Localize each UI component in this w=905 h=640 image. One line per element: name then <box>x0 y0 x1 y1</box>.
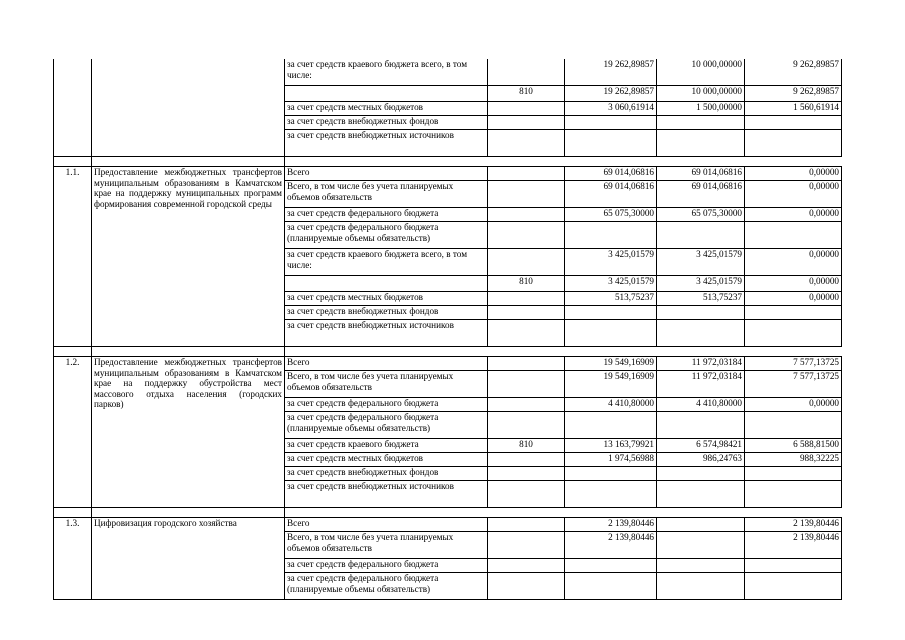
section-number-cell: 1.1. <box>54 167 92 347</box>
spacer-cell <box>92 157 285 167</box>
total-amount-cell: 19 262,89857 <box>565 59 657 86</box>
spacer-cell <box>488 347 565 357</box>
funding-source-cell: за счет средств федерального бюджета (планируемые объемы обязательств) <box>285 573 488 600</box>
funding-source-cell: за счет средств местных бюджетов <box>285 292 488 306</box>
year1-amount-cell <box>657 559 745 573</box>
spacer-cell <box>54 157 92 167</box>
total-amount-cell: 3 060,61914 <box>565 102 657 116</box>
total-amount-cell <box>565 130 657 157</box>
budget-table-body <box>54 59 842 600</box>
year1-amount-cell: 513,75237 <box>657 292 745 306</box>
spacer-cell <box>565 347 657 357</box>
budget-code-cell <box>488 453 565 467</box>
year1-amount-cell <box>657 320 745 347</box>
year2-amount-cell <box>745 222 842 249</box>
year1-amount-cell: 6 574,98421 <box>657 439 745 453</box>
section-name-cell: Предоставление межбюджетных трансфертов муниципальным образованиям в Камчатском крае на поддержку обустройства мест массового отдыха населения (городских парков) <box>92 357 285 508</box>
funding-source-cell: за счет средств внебюджетных фондов <box>285 116 488 130</box>
total-amount-cell <box>565 116 657 130</box>
total-amount-cell <box>565 573 657 600</box>
funding-source-cell: за счет средств федерального бюджета (планируемые объемы обязательств) <box>285 222 488 249</box>
year2-amount-cell <box>745 467 842 481</box>
spacer-cell <box>54 347 92 357</box>
year1-amount-cell: 986,24763 <box>657 453 745 467</box>
year2-amount-cell: 0,00000 <box>745 292 842 306</box>
spacer-cell <box>657 347 745 357</box>
budget-code-cell <box>488 412 565 439</box>
spacer-cell <box>285 157 488 167</box>
spacer-cell <box>285 508 488 518</box>
spacer-cell <box>565 157 657 167</box>
year1-amount-cell: 10 000,00000 <box>657 86 745 102</box>
year2-amount-cell <box>745 306 842 320</box>
budget-code-cell <box>488 102 565 116</box>
year1-amount-cell: 3 425,01579 <box>657 276 745 292</box>
section-spacer-row <box>54 347 842 357</box>
funding-source-cell: за счет средств федерального бюджета (планируемые объемы обязательств) <box>285 412 488 439</box>
budget-code-cell <box>488 398 565 412</box>
year1-amount-cell: 69 014,06816 <box>657 167 745 181</box>
total-amount-cell: 3 425,01579 <box>565 249 657 276</box>
year2-amount-cell <box>745 412 842 439</box>
total-amount-cell: 1 974,56988 <box>565 453 657 467</box>
year1-amount-cell <box>657 412 745 439</box>
spacer-cell <box>488 157 565 167</box>
year2-amount-cell: 0,00000 <box>745 167 842 181</box>
spacer-cell <box>745 508 842 518</box>
table-row <box>54 357 842 371</box>
year2-amount-cell: 6 588,81500 <box>745 439 842 453</box>
year2-amount-cell: 0,00000 <box>745 249 842 276</box>
year1-amount-cell <box>657 532 745 559</box>
funding-source-cell: за счет средств внебюджетных фондов <box>285 306 488 320</box>
section-number-cell <box>54 59 92 157</box>
year2-amount-cell <box>745 573 842 600</box>
table-row <box>54 518 842 532</box>
total-amount-cell: 69 014,06816 <box>565 181 657 208</box>
year1-amount-cell <box>657 130 745 157</box>
section-name-cell: Цифровизация городского хозяйства <box>92 518 285 600</box>
year1-amount-cell <box>657 306 745 320</box>
funding-source-cell: Всего, в том числе без учета планируемых объемов обязательств <box>285 532 488 559</box>
funding-source-cell: Всего, в том числе без учета планируемых объемов обязательств <box>285 181 488 208</box>
funding-source-cell <box>285 86 488 102</box>
budget-code-cell <box>488 208 565 222</box>
funding-source-cell: за счет средств федерального бюджета <box>285 559 488 573</box>
funding-source-cell: Всего, в том числе без учета планируемых объемов обязательств <box>285 371 488 398</box>
funding-source-cell <box>285 276 488 292</box>
spacer-cell <box>92 347 285 357</box>
year2-amount-cell: 0,00000 <box>745 181 842 208</box>
budget-code-cell <box>488 59 565 86</box>
year1-amount-cell: 69 014,06816 <box>657 181 745 208</box>
year1-amount-cell: 65 075,30000 <box>657 208 745 222</box>
year1-amount-cell <box>657 467 745 481</box>
budget-code-cell <box>488 222 565 249</box>
section-number-cell: 1.2. <box>54 357 92 508</box>
budget-code-cell <box>488 532 565 559</box>
section-spacer-row <box>54 157 842 167</box>
spacer-cell <box>488 508 565 518</box>
budget-code-cell: 810 <box>488 86 565 102</box>
year2-amount-cell: 988,32225 <box>745 453 842 467</box>
total-amount-cell: 4 410,80000 <box>565 398 657 412</box>
year2-amount-cell: 9 262,89857 <box>745 59 842 86</box>
year1-amount-cell: 1 500,00000 <box>657 102 745 116</box>
funding-source-cell: Всего <box>285 518 488 532</box>
budget-code-cell <box>488 167 565 181</box>
budget-code-cell <box>488 559 565 573</box>
budget-code-cell: 810 <box>488 276 565 292</box>
year2-amount-cell <box>745 320 842 347</box>
year2-amount-cell: 7 577,13725 <box>745 357 842 371</box>
budget-table-sheet <box>53 59 841 600</box>
budget-code-cell <box>488 518 565 532</box>
year2-amount-cell: 9 262,89857 <box>745 86 842 102</box>
spacer-cell <box>92 508 285 518</box>
year1-amount-cell <box>657 518 745 532</box>
total-amount-cell <box>565 320 657 347</box>
year1-amount-cell <box>657 573 745 600</box>
spacer-cell <box>657 508 745 518</box>
year2-amount-cell <box>745 130 842 157</box>
budget-code-cell <box>488 292 565 306</box>
spacer-cell <box>745 157 842 167</box>
budget-code-cell <box>488 467 565 481</box>
year2-amount-cell <box>745 481 842 508</box>
total-amount-cell <box>565 306 657 320</box>
budget-code-cell <box>488 357 565 371</box>
funding-source-cell: Всего <box>285 167 488 181</box>
budget-code-cell <box>488 306 565 320</box>
total-amount-cell: 13 163,79921 <box>565 439 657 453</box>
year2-amount-cell: 0,00000 <box>745 398 842 412</box>
budget-code-cell <box>488 573 565 600</box>
funding-source-cell: за счет средств внебюджетных источников <box>285 130 488 157</box>
spacer-cell <box>54 508 92 518</box>
budget-table <box>53 59 842 600</box>
budget-code-cell <box>488 249 565 276</box>
total-amount-cell: 19 262,89857 <box>565 86 657 102</box>
year1-amount-cell: 11 972,03184 <box>657 371 745 398</box>
total-amount-cell: 2 139,80446 <box>565 532 657 559</box>
budget-code-cell <box>488 181 565 208</box>
funding-source-cell: за счет средств внебюджетных источников <box>285 481 488 508</box>
year2-amount-cell: 1 560,61914 <box>745 102 842 116</box>
year2-amount-cell: 2 139,80446 <box>745 518 842 532</box>
total-amount-cell: 69 014,06816 <box>565 167 657 181</box>
budget-code-cell <box>488 320 565 347</box>
total-amount-cell: 19 549,16909 <box>565 357 657 371</box>
total-amount-cell <box>565 412 657 439</box>
funding-source-cell: Всего <box>285 357 488 371</box>
spacer-cell <box>285 347 488 357</box>
section-spacer-row <box>54 508 842 518</box>
year2-amount-cell: 0,00000 <box>745 208 842 222</box>
total-amount-cell: 2 139,80446 <box>565 518 657 532</box>
year2-amount-cell: 7 577,13725 <box>745 371 842 398</box>
total-amount-cell <box>565 222 657 249</box>
funding-source-cell: за счет средств местных бюджетов <box>285 102 488 116</box>
spacer-cell <box>657 157 745 167</box>
year2-amount-cell <box>745 559 842 573</box>
funding-source-cell: за счет средств краевого бюджета <box>285 439 488 453</box>
year1-amount-cell <box>657 116 745 130</box>
table-row <box>54 59 842 86</box>
spacer-cell <box>565 508 657 518</box>
year1-amount-cell: 10 000,00000 <box>657 59 745 86</box>
spacer-cell <box>745 347 842 357</box>
total-amount-cell: 65 075,30000 <box>565 208 657 222</box>
funding-source-cell: за счет средств внебюджетных фондов <box>285 467 488 481</box>
year2-amount-cell <box>745 116 842 130</box>
funding-source-cell: за счет средств внебюджетных источников <box>285 320 488 347</box>
budget-code-cell <box>488 371 565 398</box>
budget-code-cell <box>488 116 565 130</box>
total-amount-cell <box>565 467 657 481</box>
year1-amount-cell: 11 972,03184 <box>657 357 745 371</box>
year1-amount-cell <box>657 481 745 508</box>
total-amount-cell <box>565 559 657 573</box>
year2-amount-cell: 0,00000 <box>745 276 842 292</box>
funding-source-cell: за счет средств федерального бюджета <box>285 398 488 412</box>
year1-amount-cell: 4 410,80000 <box>657 398 745 412</box>
funding-source-cell: за счет средств краевого бюджета всего, в том числе: <box>285 59 488 86</box>
total-amount-cell <box>565 481 657 508</box>
funding-source-cell: за счет средств федерального бюджета <box>285 208 488 222</box>
funding-source-cell: за счет средств краевого бюджета всего, в том числе: <box>285 249 488 276</box>
year2-amount-cell: 2 139,80446 <box>745 532 842 559</box>
budget-code-cell: 810 <box>488 439 565 453</box>
budget-code-cell <box>488 481 565 508</box>
year1-amount-cell <box>657 222 745 249</box>
total-amount-cell: 513,75237 <box>565 292 657 306</box>
funding-source-cell: за счет средств местных бюджетов <box>285 453 488 467</box>
section-name-cell: Предоставление межбюджетных трансфертов муниципальным образованиям в Камчатском крае на поддержку муниципальных программ формирования современной городской среды <box>92 167 285 347</box>
budget-code-cell <box>488 130 565 157</box>
table-row <box>54 167 842 181</box>
total-amount-cell: 19 549,16909 <box>565 371 657 398</box>
total-amount-cell: 3 425,01579 <box>565 276 657 292</box>
section-name-cell <box>92 59 285 157</box>
section-number-cell: 1.3. <box>54 518 92 600</box>
year1-amount-cell: 3 425,01579 <box>657 249 745 276</box>
